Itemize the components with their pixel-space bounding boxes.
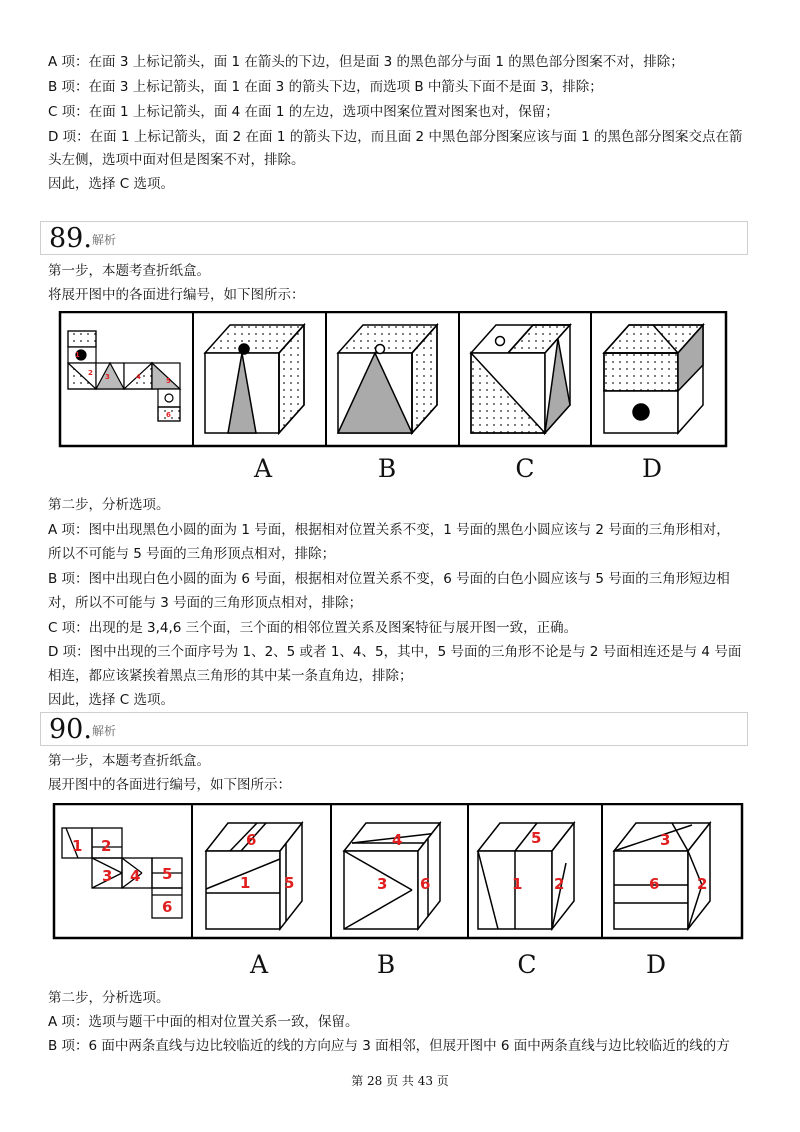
page-footer: 第 28 页 共 43 页 (351, 1074, 449, 1088)
q90-cube-a-label-top: 6 (246, 831, 257, 849)
q89-analysis-3: 所以不可能与 5 号面的三角形顶点相对，排除； (48, 546, 336, 562)
q89-option-c: C (515, 454, 535, 483)
q89-option-a: A (253, 454, 273, 483)
q89-net (68, 331, 180, 421)
q89-intro-2: 将展开图中的各面进行编号，如下图所示： (48, 287, 305, 303)
q90-option-a: A (249, 950, 269, 979)
q90-intro-1: 第一步，本题考查折纸盒。 (48, 753, 210, 769)
q89-analysis-6: C 项：出现的是 3,4,6 三个面，三个面的相邻位置关系及图案特征与展开图一致，正确。 (48, 620, 578, 636)
q90-cube-d-label-front: 6 (649, 875, 660, 893)
q88-line-5: 头左侧，选项中面对但是图案不对，排除。 (48, 152, 305, 168)
q89-net-label-4: 4 (136, 373, 141, 381)
q90-cube-c-label-side: 2 (554, 875, 565, 893)
q90-option-d: D (645, 950, 667, 979)
q89-cube-c (471, 325, 570, 433)
q89-number: 89. (49, 223, 92, 254)
q89-analysis-1: 第二步，分析选项。 (48, 497, 170, 513)
q90-net-label-3: 3 (102, 867, 113, 885)
q88-line-3: C 项：在面 1 上标记箭头，面 4 在面 1 的左边，选项中图案位置对图案也对，保留； (48, 104, 559, 120)
q90-intro-2: 展开图中的各面进行编号，如下图所示： (48, 777, 291, 793)
q90-cube-c-label-top: 5 (531, 829, 542, 847)
q90-label: 解析 (92, 724, 117, 738)
q88-line-2: B 项：在面 3 上标记箭头，面 1 在面 3 的箭头下边，而选项 B 中箭头下面不是面 3，排除； (48, 79, 603, 95)
q88-line-1: A 项：在面 3 上标记箭头，面 1 在箭头的下边，但是面 3 的黑色部分与面 1 的黑色部分图案不对，排除； (48, 54, 684, 70)
q90-net-label-4: 4 (130, 867, 141, 885)
q89-net-label-2: 2 (88, 369, 93, 377)
q89-intro-1: 第一步，本题考查折纸盒。 (48, 263, 210, 279)
q89-analysis-5: 对，所以不可能与 3 号面的三角形顶点相对，排除； (48, 595, 363, 611)
q90-net-label-6: 6 (162, 898, 173, 916)
q88-line-4: D 项：在面 1 上标记箭头，面 2 在面 1 的箭头下边，而且面 2 中黑色部分图案应该与面 1 的黑色部分图案交点在箭 (48, 129, 743, 145)
q89-label: 解析 (92, 233, 117, 247)
q90-net-label-2: 2 (101, 837, 112, 855)
q89-option-d: D (641, 454, 663, 483)
q90-figure (52, 803, 744, 941)
q90-analysis-3: B 项：6 面中两条直线与边比较临近的线的方向应与 3 面相邻，但展开图中 6 面中两条直线与边比较临近的线的方 (48, 1038, 730, 1054)
q90-net-label-1: 1 (72, 837, 83, 855)
q90-cube-a-label-front: 1 (240, 874, 251, 892)
q89-cube-a (205, 325, 304, 433)
q90-cube-d-label-top: 3 (660, 831, 671, 849)
q90-cube-c-label-front: 1 (512, 875, 523, 893)
q89-figure (58, 311, 728, 449)
q90-number: 90. (49, 714, 92, 745)
q90-option-b: B (376, 950, 396, 979)
q88-line-6: 因此，选择 C 选项。 (48, 176, 175, 192)
q90-net-label-5: 5 (162, 865, 173, 883)
q90-cube-d-label-side: 2 (697, 875, 708, 893)
q89-analysis-4: B 项：图中出现白色小圆的面为 6 号面，根据相对位置关系不变，6 号面的白色小圆应该与 5 号面的三角形短边相 (48, 571, 730, 587)
q89-analysis-7: D 项：图中出现的三个面序号为 1、2、5 或者 1、4、5，其中，5 号面的三角形不论是与 2 号面相连还是与 4 号面 (48, 644, 742, 660)
q89-net-label-6: 6 (166, 411, 171, 419)
q89-header (40, 221, 748, 255)
q90-option-c: C (517, 950, 537, 979)
q89-cube-d (604, 325, 703, 433)
q90-cube-a-label-side: 5 (284, 874, 295, 892)
q90-analysis-1: 第二步，分析选项。 (48, 990, 170, 1006)
q89-cube-b (338, 325, 437, 433)
q90-cube-b-label-front: 3 (377, 875, 388, 893)
q89-net-label-1: 1 (75, 351, 80, 359)
q89-option-b: B (377, 454, 397, 483)
q90-analysis-2: A 项：选项与题干中面的相对位置关系一致，保留。 (48, 1014, 359, 1030)
q90-cube-b-label-side: 6 (420, 875, 431, 893)
q89-analysis-9: 因此，选择 C 选项。 (48, 692, 175, 708)
q89-net-label-5: 5 (166, 377, 171, 385)
q90-cube-b-label-top: 4 (392, 831, 403, 849)
q89-analysis-2: A 项：图中出现黑色小圆的面为 1 号面，根据相对位置关系不变，1 号面的黑色小圆应该与 2 号面的三角形相对， (48, 522, 730, 538)
q89-analysis-8: 相连，都应该紧挨着黑点三角形的其中某一条直角边，排除； (48, 668, 413, 684)
q89-net-label-3: 3 (105, 373, 110, 381)
q90-header (40, 712, 748, 746)
